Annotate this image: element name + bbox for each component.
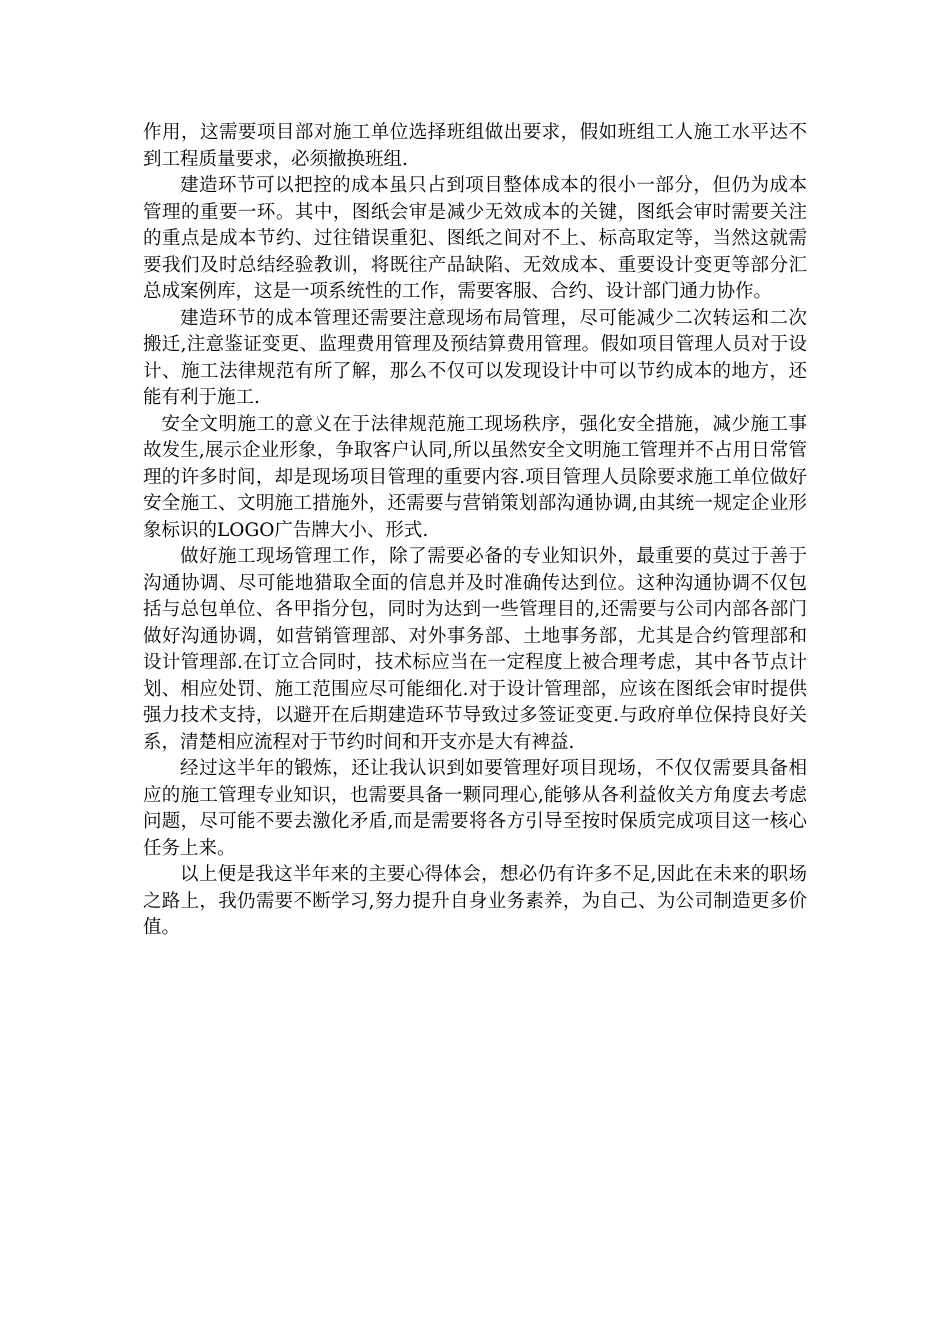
paragraph-6: 经过这半年的锻炼，还让我认识到如要管理好项目现场，不仅仅需要具备相应的施工管理专业知识，也需要具备一颗同理心,能够从各利益攸关方角度去考虑问题，尽可能不要去激化矛盾,而是需要将各方引导至按时保质完成项目这一核心任务上来。: [143, 758, 807, 859]
paragraph-5: 做好施工现场管理工作，除了需要必备的专业知识外，最重要的莫过于善于沟通协调、尽可能地猎取全面的信息并及时准确传达到位。这种沟通协调不仅包括与总包单位、各甲指分包，同时为达到一些管理目的,还需要与公司内部各部门做好沟通协调，如营销管理部、对外事务部、土地事务部，尤其是合约管理部和设计管理部.在订立合同时，技术标应当在一定程度上被合理考虑，其中各节点计划、相应处罚、施工范围应尽可能细化.对于设计管理部，应该在图纸会审时提供强力技术支持，以避开在后期建造环节导致过多签证变更.与政府单位保持良好关系，清楚相应流程对于节约时间和开支亦是大有裨益.: [143, 546, 807, 753]
paragraph-2: 建造环节可以把控的成本虽只占到项目整体成本的很小一部分，但仍为成本管理的重要一环。其中，图纸会审是减少无效成本的关键，图纸会审时需要关注的重点是成本节约、过往错误重犯、图纸之间对不上、标高取定等，当然这就需要我们及时总结经验教训，将既往产品缺陷、无效成本、重要设计变更等部分汇总成案例库，这是一项系统性的工作，需要客服、合约、设计部门通力协作。: [143, 175, 807, 302]
document-body: [143, 120, 807, 942]
paragraph-1: 作用，这需要项目部对施工单位选择班组做出要求，假如班组工人施工水平达不到工程质量要求，必须撤换班组.: [143, 122, 807, 170]
paragraph-3: 建造环节的成本管理还需要注意现场布局管理，尽可能减少二次转运和二次搬迁,注意鉴证变更、监理费用管理及预结算费用管理。假如项目管理人员对于设计、施工法律规范有所了解，那么不仅可以发现设计中可以节约成本的地方，还能有利于施工.: [143, 307, 807, 408]
paragraph-4: 安全文明施工的意义在于法律规范施工现场秩序，强化安全措施，减少施工事故发生,展示企业形象，争取客户认同,所以虽然安全文明施工管理并不占用日常管理的许多时间，却是现场项目管理的重要内容.项目管理人员除要求施工单位做好安全施工、文明施工措施外，还需要与营销策划部沟通协调,由其统一规定企业形象标识的LOGO广告牌大小、形式.: [143, 413, 807, 541]
paragraph-7: 以上便是我这半年来的主要心得体会，想必仍有许多不足,因此在未来的职场之路上，我仍需要不断学习,努力提升自身业务素养，为自己、为公司制造更多价值。: [143, 864, 807, 938]
